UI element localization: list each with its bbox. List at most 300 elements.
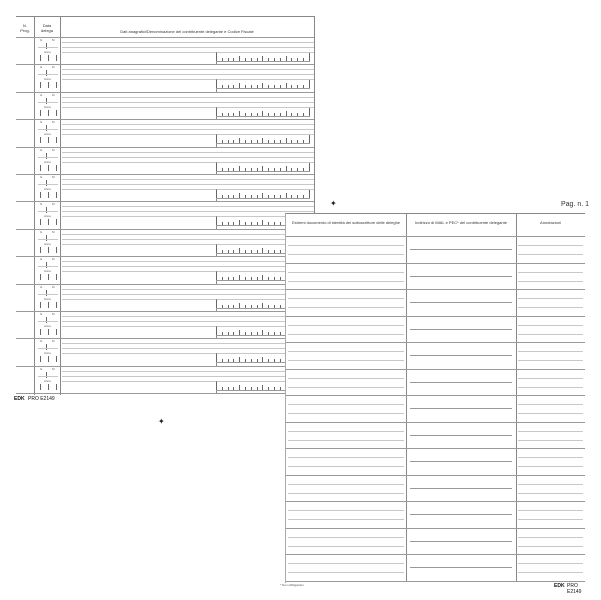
- codice-fiscale-tick: [297, 85, 298, 88]
- codice-fiscale-tick: [262, 385, 263, 390]
- left-row-separator: [16, 201, 314, 202]
- date-year-label: Anno: [44, 269, 52, 274]
- dati-line: [62, 157, 314, 158]
- right-col-divider-2: [516, 214, 517, 581]
- codice-fiscale-tick: [239, 220, 240, 225]
- annotazioni-line: [518, 404, 583, 405]
- codice-fiscale-tick: [251, 305, 252, 308]
- dati-line: [62, 179, 314, 180]
- annotazioni-line: [518, 563, 583, 564]
- codice-fiscale-tick: [274, 222, 275, 225]
- codice-fiscale-tick: [268, 195, 269, 198]
- codice-fiscale-tick: [291, 195, 292, 198]
- header-n-prog: N. Prog.: [20, 23, 30, 33]
- date-day-label: G: [40, 366, 43, 371]
- codice-fiscale-tick: [251, 250, 252, 253]
- estremi-line: [288, 298, 404, 299]
- codice-fiscale-tick: [228, 359, 229, 362]
- date-dash: [38, 211, 58, 212]
- year-tick: [40, 302, 41, 308]
- codice-fiscale-tick: [268, 332, 269, 335]
- estremi-line: [288, 404, 404, 405]
- codice-fiscale-tick: [245, 85, 246, 88]
- codice-fiscale-tick: [262, 83, 263, 88]
- codice-fiscale-tick: [239, 111, 240, 116]
- year-tick: [48, 247, 49, 253]
- right-row-separator: [286, 395, 585, 396]
- dati-line: [62, 102, 314, 103]
- codice-fiscale-tick: [216, 108, 217, 116]
- annotazioni-line: [518, 572, 583, 573]
- codice-fiscale-tick: [228, 250, 229, 253]
- codice-fiscale-tick: [268, 305, 269, 308]
- codice-fiscale-tick: [251, 85, 252, 88]
- date-day-label: G: [40, 92, 43, 97]
- codice-fiscale-baseline: [216, 143, 310, 144]
- codice-fiscale-tick: [286, 56, 287, 61]
- dati-line: [62, 216, 314, 217]
- codice-fiscale-tick: [291, 113, 292, 116]
- date-year-label: Anno: [44, 187, 52, 191]
- codice-fiscale-baseline: [216, 116, 310, 117]
- date-tick: [46, 344, 47, 350]
- right-footer-brand: EDK: [554, 583, 565, 589]
- date-dash: [38, 184, 58, 185]
- estremi-line: [288, 351, 404, 352]
- date-year-label: Anno: [44, 104, 52, 109]
- codice-fiscale-tick: [233, 305, 234, 308]
- codice-fiscale-tick: [245, 222, 246, 225]
- codice-fiscale-tick: [309, 190, 310, 198]
- codice-fiscale-tick: [303, 168, 304, 171]
- estremi-line: [288, 431, 404, 432]
- codice-fiscale-tick: [262, 275, 263, 280]
- date-year-label: Anno: [44, 241, 52, 246]
- codice-fiscale-tick: [228, 277, 229, 280]
- date-tick: [46, 70, 47, 76]
- codice-fiscale-tick: [280, 277, 281, 280]
- header-dati-anagrafici: Dati anagrafici/Denominazione del contribuente delegante e Codice Fiscale: [120, 29, 254, 34]
- codice-fiscale-tick: [251, 332, 252, 335]
- codice-fiscale-tick: [239, 248, 240, 253]
- codice-fiscale-tick: [257, 168, 258, 171]
- date-month-label: M: [52, 284, 55, 289]
- right-row-separator: [286, 475, 585, 476]
- left-row-separator: [16, 366, 314, 367]
- codice-fiscale-tick: [222, 222, 223, 225]
- codice-fiscale-tick: [257, 305, 258, 308]
- estremi-line: [288, 519, 404, 520]
- codice-fiscale-tick: [251, 113, 252, 116]
- year-tick: [48, 137, 49, 143]
- dati-line: [62, 289, 314, 290]
- date-dash: [38, 266, 58, 267]
- date-month-label: M: [52, 366, 55, 371]
- codice-fiscale-tick: [216, 327, 217, 335]
- date-month-label: M: [52, 120, 55, 125]
- date-month-label: M: [52, 339, 55, 344]
- dati-line: [62, 371, 314, 372]
- codice-fiscale-tick: [239, 56, 240, 61]
- year-tick: [40, 384, 41, 390]
- codice-fiscale-baseline: [216, 61, 310, 62]
- dati-line: [62, 47, 314, 48]
- estremi-line: [288, 546, 404, 547]
- date-month-label: M: [52, 257, 55, 262]
- estremi-line: [288, 440, 404, 441]
- left-row-separator: [16, 37, 314, 38]
- header-annotazioni: Annotazioni: [540, 220, 561, 225]
- right-row-separator: [286, 263, 585, 264]
- codice-fiscale-tick: [309, 108, 310, 116]
- codice-fiscale-tick: [251, 277, 252, 280]
- date-day-label: G: [40, 120, 43, 125]
- codice-fiscale-tick: [239, 357, 240, 362]
- codice-fiscale-tick: [216, 300, 217, 308]
- year-tick: [56, 137, 57, 143]
- date-tick: [46, 262, 47, 268]
- annotazioni-line: [518, 440, 583, 441]
- dati-line: [62, 129, 314, 130]
- codice-fiscale-tick: [239, 193, 240, 198]
- date-year-label: Anno: [44, 378, 52, 383]
- year-tick: [56, 110, 57, 116]
- codice-fiscale-tick: [216, 163, 217, 171]
- dati-line: [62, 189, 314, 190]
- codice-fiscale-tick: [245, 305, 246, 308]
- codice-fiscale-tick: [245, 277, 246, 280]
- codice-fiscale-tick: [297, 113, 298, 116]
- codice-fiscale-tick: [291, 85, 292, 88]
- date-dash: [38, 74, 58, 75]
- year-tick: [56, 384, 57, 390]
- annotazioni-line: [518, 360, 583, 361]
- codice-fiscale-tick: [280, 222, 281, 225]
- left-row-separator: [16, 174, 314, 175]
- codice-fiscale-tick: [233, 85, 234, 88]
- dati-line: [62, 326, 314, 327]
- dati-line: [62, 206, 314, 207]
- codice-fiscale-tick: [268, 387, 269, 390]
- estremi-line: [288, 254, 404, 255]
- left-row-separator: [16, 147, 314, 148]
- codice-fiscale-tick: [297, 195, 298, 198]
- codice-fiscale-tick: [257, 359, 258, 362]
- date-year-label: Anno: [44, 296, 52, 301]
- codice-fiscale-tick: [291, 140, 292, 143]
- dati-line: [62, 74, 314, 75]
- codice-fiscale-tick: [280, 140, 281, 143]
- dati-line: [62, 353, 314, 354]
- date-month-label: M: [52, 38, 55, 42]
- right-row-separator: [286, 236, 585, 237]
- codice-fiscale-tick: [297, 168, 298, 171]
- left-form-sheet: [14, 16, 315, 402]
- year-tick: [40, 137, 41, 143]
- annotazioni-line: [518, 546, 583, 547]
- codice-fiscale-tick: [228, 85, 229, 88]
- right-row-separator: [286, 528, 585, 529]
- estremi-line: [288, 281, 404, 282]
- codice-fiscale-tick: [257, 140, 258, 143]
- year-tick: [56, 82, 57, 88]
- codice-fiscale-tick: [262, 166, 263, 171]
- codice-fiscale-tick: [228, 305, 229, 308]
- estremi-line: [288, 572, 404, 573]
- registration-mark-top: ✦: [330, 199, 337, 208]
- annotazioni-line: [518, 413, 583, 414]
- codice-fiscale-tick: [303, 58, 304, 61]
- annotazioni-line: [518, 457, 583, 458]
- codice-fiscale-tick: [262, 220, 263, 225]
- estremi-line: [288, 307, 404, 308]
- date-day-label: G: [40, 175, 43, 179]
- mail-line: [410, 276, 512, 277]
- codice-fiscale-tick: [239, 330, 240, 335]
- codice-fiscale-tick: [239, 303, 240, 308]
- codice-fiscale-tick: [239, 275, 240, 280]
- codice-fiscale-tick: [239, 83, 240, 88]
- codice-fiscale-tick: [216, 245, 217, 253]
- year-tick: [40, 110, 41, 116]
- year-tick: [40, 165, 41, 171]
- codice-fiscale-tick: [245, 113, 246, 116]
- codice-fiscale-tick: [228, 195, 229, 198]
- header-indirizzo-mail-pec: Indirizzo di MAIL e PEC* del contribuente delegante: [415, 220, 507, 225]
- codice-fiscale-baseline: [216, 171, 310, 172]
- codice-fiscale-tick: [222, 332, 223, 335]
- codice-fiscale-tick: [233, 58, 234, 61]
- dati-line: [62, 244, 314, 245]
- codice-fiscale-tick: [257, 387, 258, 390]
- codice-fiscale-tick: [257, 332, 258, 335]
- codice-fiscale-tick: [222, 140, 223, 143]
- year-tick: [56, 302, 57, 308]
- codice-fiscale-tick: [251, 58, 252, 61]
- left-footer-brand: EDK: [14, 396, 25, 402]
- mail-line: [410, 382, 512, 383]
- codice-fiscale-tick: [268, 140, 269, 143]
- dati-line: [62, 294, 314, 295]
- date-year-label: Anno: [44, 50, 52, 54]
- mail-line: [410, 329, 512, 330]
- codice-fiscale-tick: [286, 83, 287, 88]
- year-tick: [48, 192, 49, 198]
- codice-fiscale-tick: [245, 168, 246, 171]
- annotazioni-line: [518, 378, 583, 379]
- codice-fiscale-tick: [262, 330, 263, 335]
- estremi-line: [288, 325, 404, 326]
- codice-fiscale-tick: [216, 272, 217, 280]
- dati-line: [62, 261, 314, 262]
- date-tick: [46, 153, 47, 159]
- codice-fiscale-tick: [274, 305, 275, 308]
- mail-line: [410, 355, 512, 356]
- mail-line: [410, 488, 512, 489]
- annotazioni-line: [518, 537, 583, 538]
- date-day-label: G: [40, 229, 43, 234]
- codice-fiscale-tick: [309, 135, 310, 143]
- date-day-label: G: [40, 339, 43, 344]
- mail-line: [410, 461, 512, 462]
- date-dash: [38, 376, 58, 377]
- date-tick: [46, 43, 47, 49]
- annotazioni-line: [518, 484, 583, 485]
- codice-fiscale-tick: [286, 138, 287, 143]
- codice-fiscale-tick: [303, 85, 304, 88]
- year-tick: [48, 82, 49, 88]
- year-tick: [48, 219, 49, 225]
- mail-line: [410, 302, 512, 303]
- right-footer-code: PRO E2149: [567, 583, 582, 595]
- codice-fiscale-tick: [268, 359, 269, 362]
- estremi-line: [288, 413, 404, 414]
- annotazioni-line: [518, 325, 583, 326]
- date-dash: [38, 129, 58, 130]
- year-tick: [56, 192, 57, 198]
- year-tick: [56, 55, 57, 61]
- codice-fiscale-tick: [274, 359, 275, 362]
- year-tick: [40, 82, 41, 88]
- codice-fiscale-tick: [268, 113, 269, 116]
- codice-fiscale-tick: [262, 248, 263, 253]
- estremi-line: [288, 484, 404, 485]
- codice-fiscale-tick: [280, 85, 281, 88]
- right-row-separator: [286, 369, 585, 370]
- codice-fiscale-tick: [239, 138, 240, 143]
- estremi-line: [288, 457, 404, 458]
- page-number: Pag. n. 1: [561, 201, 590, 208]
- codice-fiscale-tick: [233, 168, 234, 171]
- annotazioni-line: [518, 351, 583, 352]
- codice-fiscale-tick: [280, 113, 281, 116]
- right-row-separator: [286, 422, 585, 423]
- date-month-label: M: [52, 65, 55, 70]
- codice-fiscale-tick: [222, 85, 223, 88]
- codice-fiscale-tick: [274, 277, 275, 280]
- year-tick: [48, 165, 49, 171]
- codice-fiscale-tick: [233, 387, 234, 390]
- codice-fiscale-tick: [233, 113, 234, 116]
- date-tick: [46, 180, 47, 186]
- codice-fiscale-tick: [286, 166, 287, 171]
- right-form-sheet: [280, 213, 585, 595]
- mail-line: [410, 541, 512, 542]
- date-tick: [46, 125, 47, 131]
- codice-fiscale-tick: [257, 195, 258, 198]
- codice-fiscale-tick: [245, 140, 246, 143]
- codice-fiscale-tick: [233, 140, 234, 143]
- dati-line: [62, 69, 314, 70]
- year-tick: [56, 247, 57, 253]
- year-tick: [56, 165, 57, 171]
- year-tick: [48, 329, 49, 335]
- mail-line: [410, 435, 512, 436]
- dati-line: [62, 321, 314, 322]
- estremi-line: [288, 334, 404, 335]
- codice-fiscale-tick: [280, 332, 281, 335]
- left-row-separator: [16, 338, 314, 339]
- codice-fiscale-tick: [262, 56, 263, 61]
- codice-fiscale-tick: [251, 168, 252, 171]
- dati-line: [62, 97, 314, 98]
- dati-line: [62, 124, 314, 125]
- codice-fiscale-tick: [257, 277, 258, 280]
- date-day-label: G: [40, 312, 43, 316]
- date-month-label: M: [52, 92, 55, 97]
- codice-fiscale-tick: [251, 195, 252, 198]
- annotazioni-line: [518, 466, 583, 467]
- dati-line: [62, 299, 314, 300]
- codice-fiscale-tick: [262, 138, 263, 143]
- right-col-divider-1: [406, 214, 407, 581]
- year-tick: [56, 329, 57, 335]
- codice-fiscale-tick: [268, 168, 269, 171]
- dati-line: [62, 162, 314, 163]
- codice-fiscale-tick: [274, 387, 275, 390]
- mail-line: [410, 514, 512, 515]
- right-row-separator: [286, 501, 585, 502]
- date-dash: [38, 294, 58, 295]
- left-footer-code: PRO E2149: [28, 396, 55, 402]
- codice-fiscale-tick: [303, 140, 304, 143]
- left-row-separator: [16, 119, 314, 120]
- codice-fiscale-tick: [257, 222, 258, 225]
- date-dash: [38, 348, 58, 349]
- date-day-label: G: [40, 147, 43, 152]
- estremi-line: [288, 245, 404, 246]
- year-tick: [56, 356, 57, 362]
- codice-fiscale-tick: [280, 305, 281, 308]
- right-row-separator: [286, 581, 585, 582]
- codice-fiscale-tick: [257, 250, 258, 253]
- right-row-separator: [286, 316, 585, 317]
- left-row-separator: [16, 229, 314, 230]
- left-row-separator: [16, 284, 314, 285]
- year-tick: [48, 55, 49, 61]
- dati-line: [62, 376, 314, 377]
- annotazioni-line: [518, 281, 583, 282]
- codice-fiscale-tick: [268, 58, 269, 61]
- codice-fiscale-tick: [228, 387, 229, 390]
- left-row-separator: [16, 64, 314, 65]
- codice-fiscale-tick: [228, 113, 229, 116]
- codice-fiscale-tick: [216, 80, 217, 88]
- year-tick: [48, 274, 49, 280]
- date-tick: [46, 235, 47, 241]
- codice-fiscale-tick: [280, 58, 281, 61]
- codice-fiscale-tick: [274, 113, 275, 116]
- codice-fiscale-tick: [222, 195, 223, 198]
- year-tick: [48, 384, 49, 390]
- date-dash: [38, 321, 58, 322]
- codice-fiscale-tick: [251, 222, 252, 225]
- codice-fiscale-baseline: [216, 88, 310, 89]
- codice-fiscale-tick: [233, 277, 234, 280]
- date-tick: [46, 290, 47, 296]
- right-row-separator: [286, 448, 585, 449]
- codice-fiscale-tick: [262, 111, 263, 116]
- codice-fiscale-tick: [245, 250, 246, 253]
- dati-line: [62, 134, 314, 135]
- codice-fiscale-tick: [280, 250, 281, 253]
- date-day-label: G: [40, 65, 43, 70]
- codice-fiscale-tick: [251, 359, 252, 362]
- codice-fiscale-tick: [303, 113, 304, 116]
- codice-fiscale-tick: [222, 113, 223, 116]
- header-estremi-documento: Estremi documento di identità del sottoscrittore delle deleghe: [291, 220, 401, 225]
- dati-line: [62, 348, 314, 349]
